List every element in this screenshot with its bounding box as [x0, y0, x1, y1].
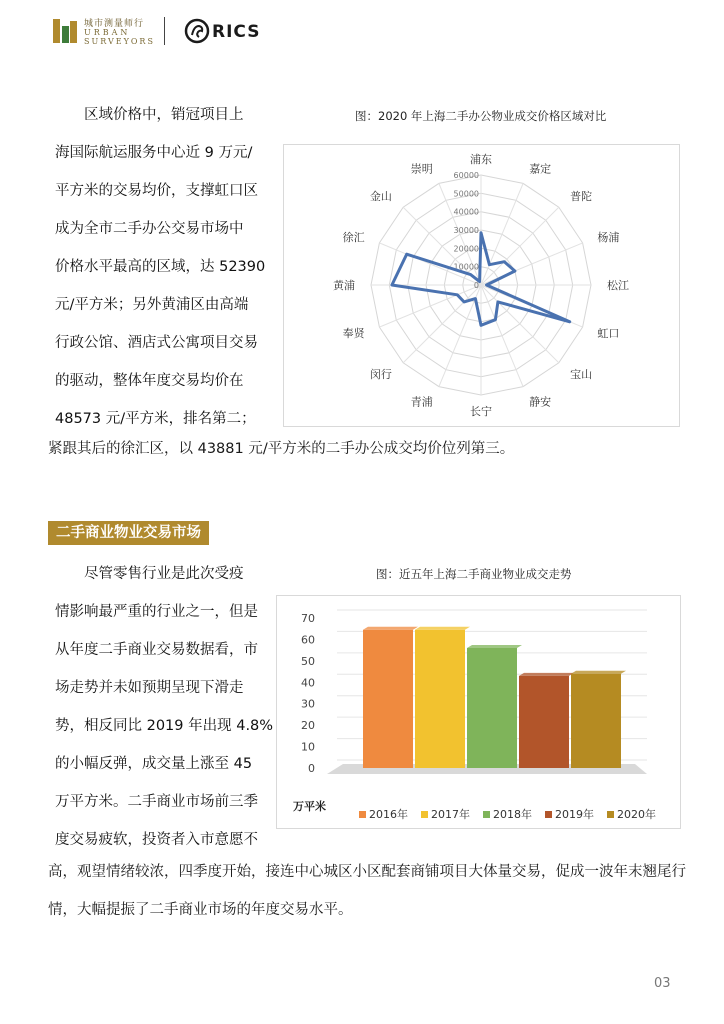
- radar-tick-label: 0: [473, 281, 479, 290]
- radar-chart-frame: [283, 144, 680, 427]
- bar-y-tick-label: 60: [301, 633, 315, 647]
- radar-spoke: [481, 207, 559, 285]
- radar-category-label: 黄浦: [333, 279, 355, 292]
- radar-category-label: 静安: [529, 395, 552, 409]
- radar-category-label: 金山: [369, 189, 392, 203]
- text-line: 海国际航运服务中心近 9 万元/: [55, 145, 253, 161]
- radar-category-label: 崇明: [410, 162, 433, 176]
- bar-top-face: [363, 627, 418, 630]
- rics-lion-icon: [184, 18, 210, 44]
- bar-2017年: [415, 630, 465, 768]
- text-line: 平方米的交易均价，支撑虹口区: [55, 183, 258, 199]
- bar-2018年: [467, 648, 517, 768]
- bar-top-face: [519, 673, 574, 676]
- logo-english-line-1: URBAN: [84, 28, 131, 37]
- legend-label: 2020年: [617, 808, 656, 821]
- legend-swatch: [545, 811, 552, 818]
- text-line: 元/平方米；另外黄浦区由高端: [55, 297, 249, 313]
- radar-chart-title: 图：2020 年上海二手办公物业成交价格区域对比: [355, 109, 607, 123]
- bar-y-tick-label: 10: [301, 740, 315, 754]
- radar-spoke: [481, 285, 559, 363]
- paragraph-office-prices: [55, 96, 270, 438]
- bar-2019年: [519, 676, 569, 768]
- bar-unit-label: 万平米: [293, 800, 326, 813]
- bar-y-tick-label: 0: [308, 762, 315, 775]
- bar-chart-frame: [276, 595, 681, 829]
- text-line: 场走势并未如预期呈现下滑走: [55, 680, 244, 696]
- text-line: 尽管零售行业是此次受疫: [84, 566, 244, 582]
- radar-tick-label: 40000: [453, 207, 479, 217]
- legend-swatch: [359, 811, 366, 818]
- legend-swatch: [607, 811, 614, 818]
- paragraph-retail-market: [55, 555, 274, 859]
- bar-2020年: [571, 674, 621, 768]
- text-line: 情影响最严重的行业之一，但是: [55, 604, 258, 620]
- radar-tick-label: 50000: [453, 189, 479, 199]
- page-number: 03: [654, 976, 671, 991]
- radar-tick-label: 30000: [453, 226, 479, 235]
- logo-chinese-name: 城市测量师行: [84, 19, 145, 29]
- rics-logo-text: RICS: [212, 22, 261, 42]
- paragraph-retail-market-tail-1: 高，观望情绪较浓，四季度开始，接连中心城区小区配套商铺项目大体量交易，促成一波年末翘尾行: [48, 864, 686, 880]
- text-line: 行政公馆、酒店式公寓项目交易: [55, 335, 258, 351]
- radar-chart: [284, 145, 679, 426]
- radar-tick-label: 20000: [453, 244, 479, 254]
- text-line: 价格水平最高的区域，达 52390: [55, 259, 266, 275]
- legend-label: 2019年: [555, 808, 594, 821]
- text-line: 成为全市二手办公交易市场中: [55, 221, 244, 237]
- header-divider: [164, 17, 165, 45]
- bar-chart: [277, 596, 680, 828]
- text-line: 的驱动，整体年度交易均价在: [55, 373, 244, 389]
- radar-category-label: 宝山: [570, 368, 593, 382]
- bar-2016年: [363, 630, 413, 768]
- radar-category-label: 杨浦: [597, 230, 620, 244]
- radar-category-label: 虹口: [597, 327, 620, 341]
- bar-y-tick-label: 30: [301, 697, 315, 711]
- bar-top-face: [571, 671, 626, 674]
- text-line: 区域价格中，销冠项目上: [84, 107, 244, 123]
- radar-category-label: 松江: [607, 279, 629, 292]
- radar-category-label: 奉贤: [342, 327, 365, 341]
- legend-label: 2017年: [431, 808, 470, 821]
- bar-chart-title: 图：近五年上海二手商业物业成交走势: [376, 567, 572, 581]
- radar-category-label: 长宁: [470, 405, 492, 418]
- text-line: 48573 元/平方米，排名第二；: [55, 411, 256, 427]
- bar-top-face: [415, 627, 470, 630]
- bar-y-tick-label: 40: [301, 676, 315, 690]
- bar-y-tick-label: 70: [301, 612, 315, 625]
- text-line: 度交易疲软，投资者入市意愿不: [55, 832, 258, 848]
- section-heading: 二手商业物业交易市场: [48, 521, 209, 545]
- radar-tick-label: 10000: [453, 262, 479, 272]
- text-line: 从年度二手商业交易数据看，市: [55, 642, 258, 658]
- legend-label: 2016年: [369, 808, 408, 821]
- bar-y-tick-label: 50: [301, 654, 315, 668]
- bar-y-tick-label: 20: [301, 719, 315, 733]
- radar-category-label: 青浦: [410, 395, 433, 409]
- radar-spoke: [403, 285, 481, 363]
- text-line: 的小幅反弹，成交量上涨至 45: [55, 756, 253, 772]
- bar-top-face: [467, 645, 522, 648]
- urban-surveyors-logo-icon: [52, 18, 78, 44]
- radar-category-label: 嘉定: [529, 162, 552, 176]
- legend-swatch: [483, 811, 490, 818]
- legend-swatch: [421, 811, 428, 818]
- legend-label: 2018年: [493, 808, 532, 821]
- logo-english-line-2: SURVEYORS: [84, 37, 155, 46]
- paragraph-retail-market-tail-2: 情，大幅提振了二手商业市场的年度交易水平。: [48, 902, 353, 918]
- radar-category-label: 普陀: [570, 189, 593, 203]
- text-line: 势，相反同比 2019 年出现 4.8%: [55, 718, 274, 734]
- radar-category-label: 浦东: [470, 153, 492, 166]
- text-line: 万平方米。二手商业市场前三季: [55, 794, 258, 810]
- radar-category-label: 徐汇: [342, 230, 365, 244]
- paragraph-office-prices-tail: 紧跟其后的徐汇区，以 43881 元/平方米的二手办公成交均价位列第三。: [48, 441, 515, 457]
- radar-category-label: 闵行: [369, 368, 392, 382]
- radar-tick-label: 60000: [453, 171, 479, 180]
